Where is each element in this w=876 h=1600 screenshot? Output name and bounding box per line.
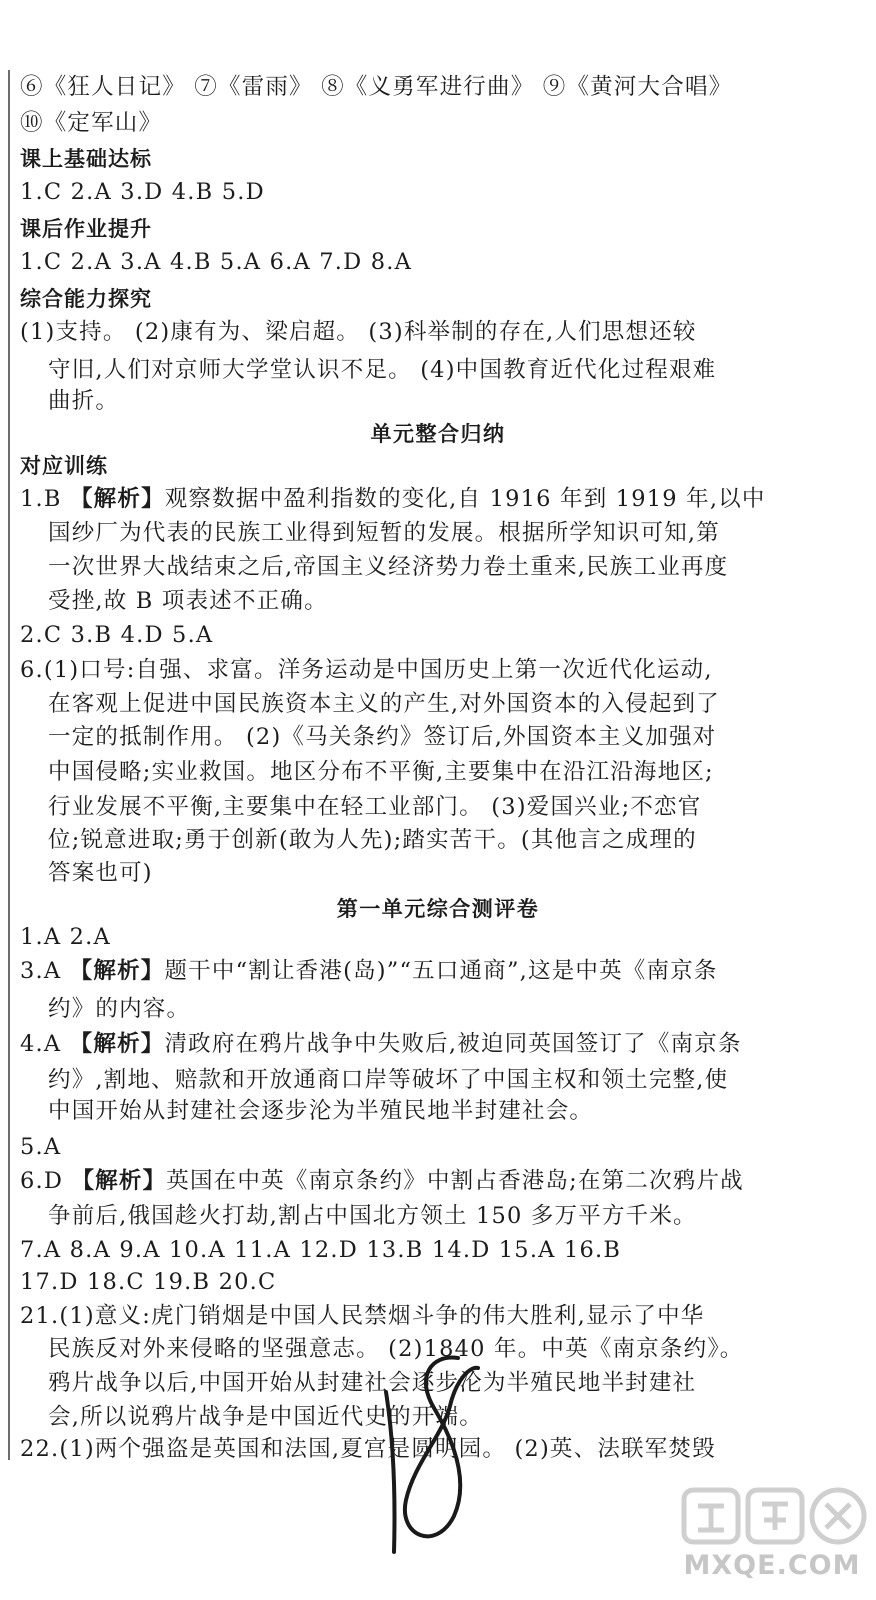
section-title: 单元整合归纳 bbox=[370, 422, 506, 446]
text-line: 守旧,人们对京师大学堂认识不足。 (4)中国教育近代化过程艰难 bbox=[48, 357, 717, 383]
margin-rule bbox=[8, 70, 10, 1460]
section-header: 课上基础达标 bbox=[20, 147, 152, 171]
section-header: 课后作业提升 bbox=[20, 217, 152, 241]
text-line: 曲折。 bbox=[48, 388, 120, 414]
text-line: 一定的抵制作用。 (2)《马关条约》签订后,外国资本主义加强对 bbox=[48, 724, 717, 750]
text-line: 7.A 8.A 9.A 10.A 11.A 12.D 13.B 14.D 15.A 16.B bbox=[20, 1237, 622, 1263]
text-line: 2.C 3.B 4.D 5.A bbox=[20, 622, 214, 648]
watermark-text: MXQE.COM bbox=[683, 1550, 861, 1581]
text-line: 5.A bbox=[20, 1134, 62, 1160]
text-line: ⑥《狂人日记》 ⑦《雷雨》 ⑧《义勇军进行曲》 ⑨《黄河大合唱》 bbox=[20, 74, 733, 100]
text-line: 约》的内容。 bbox=[48, 996, 191, 1022]
answer-line bbox=[20, 484, 766, 514]
text-line: 受挫,故 B 项表述不正确。 bbox=[48, 588, 328, 614]
answer-number: 4.A bbox=[20, 1031, 70, 1057]
text-line: 22.(1)两个强盗是英国和法国,夏宫是圆明园。 (2)英、法联军焚毁 bbox=[20, 1436, 716, 1462]
answer-line bbox=[20, 1029, 742, 1059]
analysis-tag: 【解析】 bbox=[69, 1031, 165, 1057]
text-line: 鸦片战争以后,中国开始从封建社会逐步沦为半殖民地半封建社 bbox=[48, 1370, 697, 1396]
answer-text: 题干中“割让香港(岛)”“五口通商”,这是中英《南京条 bbox=[164, 958, 718, 984]
watermark-logo bbox=[680, 1484, 870, 1548]
analysis-tag: 【解析】 bbox=[69, 958, 165, 984]
answer-text: 观察数据中盈利指数的变化,自 1916 年到 1919 年,以中 bbox=[164, 486, 766, 512]
text-line: 一次世界大战结束之后,帝国主义经济势力卷土重来,民族工业再度 bbox=[48, 554, 729, 580]
text-line: 答案也可) bbox=[48, 860, 153, 886]
text-line: 中国侵略;实业救国。地区分布不平衡,主要集中在沿江沿海地区; bbox=[48, 759, 714, 785]
answer-line bbox=[20, 1166, 744, 1196]
section-header: 综合能力探究 bbox=[20, 287, 152, 311]
text-line: 在客观上促进中国民族资本主义的产生,对外国资本的入侵起到了 bbox=[48, 691, 720, 717]
section-title: 第一单元综合测评卷 bbox=[336, 897, 540, 921]
text-line: (1)支持。 (2)康有为、梁启超。 (3)科举制的存在,人们思想还较 bbox=[20, 319, 697, 345]
text-line: ⑩《定军山》 bbox=[20, 110, 163, 136]
text-line: 6.(1)口号:自强、求富。洋务运动是中国历史上第一次近代化运动, bbox=[20, 657, 713, 683]
text-line: 位;锐意进取;勇于创新(敢为人先);踏实苦干。(其他言之成理的 bbox=[48, 827, 697, 853]
text-line: 争前后,俄国趁火打劫,割占中国北方领土 150 多万平方千米。 bbox=[48, 1203, 697, 1229]
text-line: 民族反对外来侵略的坚强意志。 (2)1840 年。中英《南京条约》。 bbox=[48, 1336, 744, 1362]
text-line: 21.(1)意义:虎门销烟是中国人民禁烟斗争的伟大胜利,显示了中华 bbox=[20, 1303, 705, 1329]
answer-line bbox=[20, 956, 718, 986]
text-line: 约》,割地、赔款和开放通商口岸等破坏了中国主权和领土完整,使 bbox=[48, 1067, 729, 1093]
text-line: 1.A 2.A bbox=[20, 924, 111, 950]
analysis-tag: 【解析】 bbox=[71, 1168, 167, 1194]
answer-number: 1.B bbox=[20, 486, 70, 512]
watermark bbox=[672, 1484, 872, 1596]
text-line: 17.D 18.C 19.B 20.C bbox=[20, 1269, 277, 1295]
analysis-tag: 【解析】 bbox=[69, 486, 165, 512]
text-line: 国纱厂为代表的民族工业得到短暂的发展。根据所学知识可知,第 bbox=[48, 520, 720, 546]
text-line: 1.C 2.A 3.A 4.B 5.A 6.A 7.D 8.A bbox=[20, 249, 413, 275]
text-line: 1.C 2.A 3.D 4.B 5.D bbox=[20, 179, 265, 205]
text-line: 中国开始从封建社会逐步沦为半殖民地半封建社会。 bbox=[48, 1098, 594, 1124]
answer-text: 清政府在鸦片战争中失败后,被迫同英国签订了《南京条 bbox=[164, 1031, 742, 1057]
text-line: 行业发展不平衡,主要集中在轻工业部门。 (3)爱国兴业;不恋官 bbox=[48, 794, 702, 820]
answer-number: 6.D bbox=[20, 1168, 72, 1194]
answer-number: 3.A bbox=[20, 958, 70, 984]
answer-text: 英国在中英《南京条约》中割占香港岛;在第二次鸦片战 bbox=[166, 1168, 744, 1194]
text-line: 会,所以说鸦片战争是中国近代史的开端。 bbox=[48, 1404, 483, 1430]
section-header: 对应训练 bbox=[20, 454, 108, 478]
handwritten-page-number bbox=[372, 1340, 482, 1560]
